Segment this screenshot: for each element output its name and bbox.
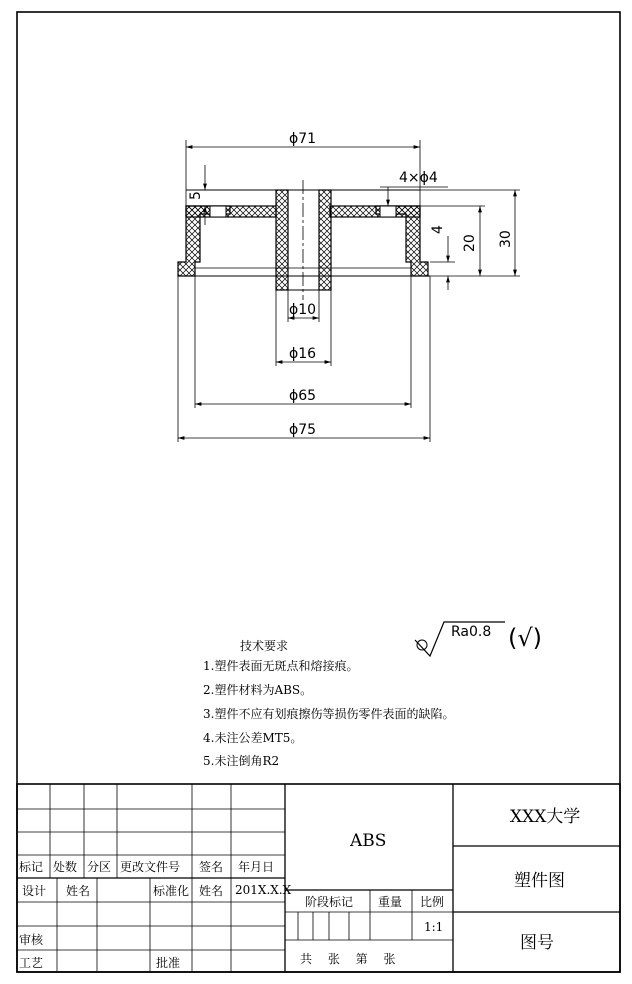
tb-date: 201X.X.X — [235, 883, 292, 897]
roughness-value: Ra0.8 — [451, 624, 492, 640]
dim-d71: ϕ71 — [289, 131, 317, 147]
tech-item-1: 1.塑件表面无斑点和熔接痕。 — [203, 659, 359, 673]
tb-scale-label: 比例 — [420, 895, 445, 909]
tb-header-changefile: 更改文件号 — [120, 860, 181, 874]
dim-h30: 30 — [498, 230, 514, 248]
tb-material: ABS — [350, 831, 387, 851]
tb-name2: 姓名 — [199, 884, 224, 898]
tb-process: 工艺 — [19, 956, 44, 970]
dim-d65: ϕ65 — [289, 388, 317, 404]
tb-approve: 批准 — [156, 956, 181, 970]
tb-drawing-no: 图号 — [520, 933, 554, 953]
tech-requirements — [203, 638, 454, 768]
tb-scale: 1:1 — [424, 920, 444, 934]
tb-sheets: 共 张 第 张 — [300, 952, 402, 966]
tb-standardize: 标准化 — [153, 884, 190, 898]
title-block-texts — [19, 807, 580, 970]
tb-header-mark: 标记 — [19, 860, 44, 874]
dim-d75: ϕ75 — [289, 422, 317, 438]
tb-review: 审核 — [19, 933, 44, 947]
tb-header-sign: 签名 — [199, 860, 224, 874]
dim-h4: 4 — [430, 225, 446, 234]
tb-drawing-name: 塑件图 — [514, 871, 565, 891]
part-section-view — [178, 180, 430, 300]
tb-header-date: 年月日 — [238, 860, 275, 874]
dim-holes: 4×ϕ4 — [399, 170, 438, 186]
tech-item-5: 5.未注倒角R2 — [203, 754, 280, 768]
tech-item-4: 4.未注公差MT5。 — [203, 731, 303, 745]
tb-header-count: 处数 — [53, 860, 78, 874]
roughness-symbol — [415, 622, 542, 656]
tb-name1: 姓名 — [66, 884, 91, 898]
dimensions — [178, 140, 520, 442]
dim-d10: ϕ10 — [289, 302, 317, 318]
tb-weight: 重量 — [378, 895, 403, 909]
tb-header-zone: 分区 — [87, 860, 112, 874]
roughness-mark: (√) — [508, 624, 543, 652]
tb-university: XXX大学 — [510, 807, 581, 827]
dim-d16: ϕ16 — [289, 346, 317, 362]
tb-design: 设计 — [22, 884, 47, 898]
tech-item-3: 3.塑件不应有划痕擦伤等损伤零件表面的缺陷。 — [203, 707, 455, 721]
tech-item-2: 2.塑件材料为ABS。 — [203, 683, 313, 697]
sheet-border — [17, 12, 620, 972]
tb-stage-mark: 阶段标记 — [305, 895, 354, 909]
dim-h20: 20 — [462, 234, 478, 252]
tech-title: 技术要求 — [240, 639, 289, 653]
dimension-texts — [188, 131, 514, 438]
dim-h5: 5 — [188, 191, 204, 200]
